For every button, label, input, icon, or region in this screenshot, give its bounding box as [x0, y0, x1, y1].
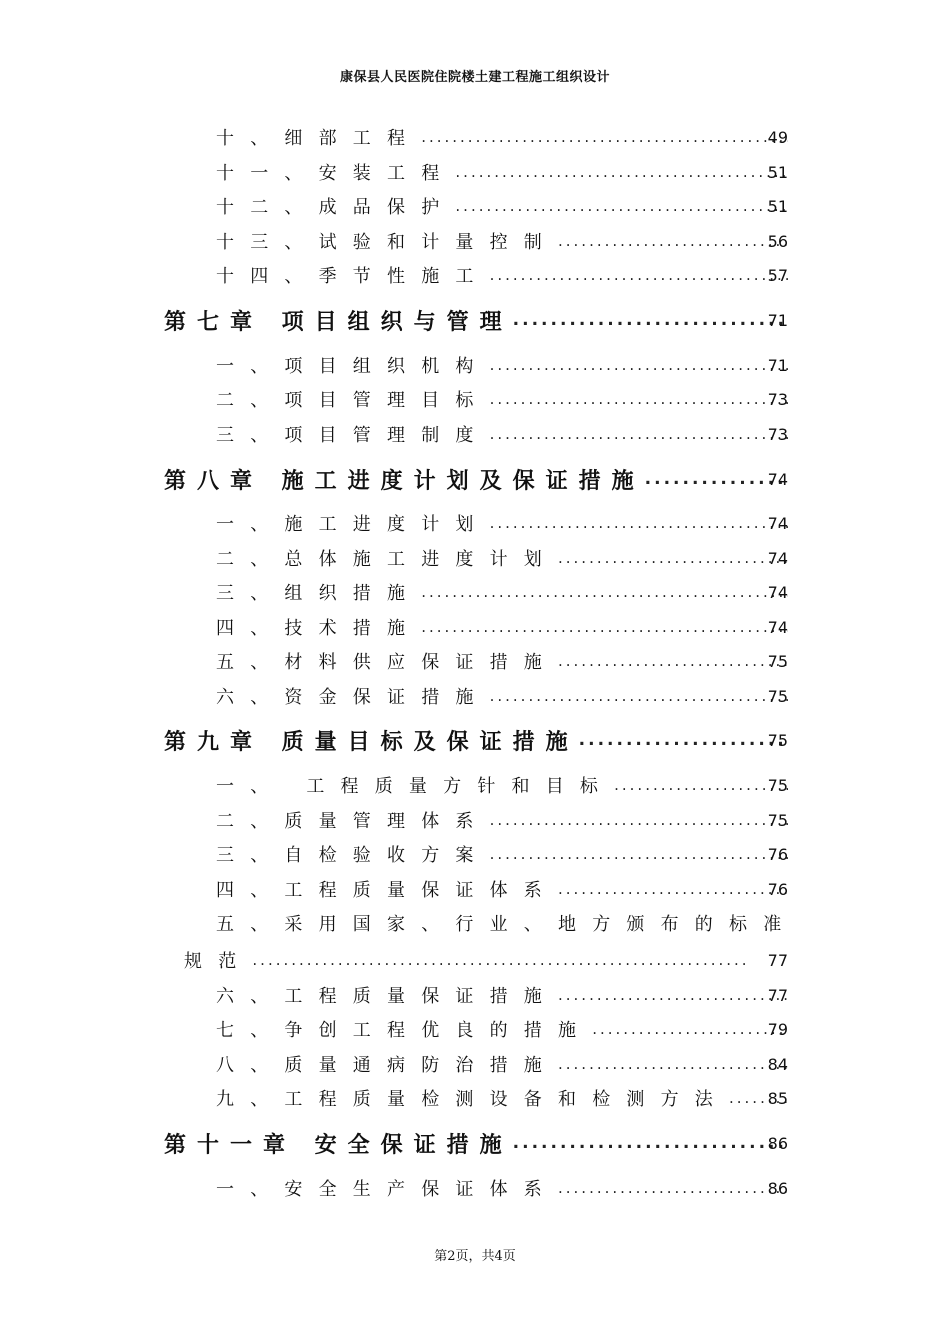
toc-entry[interactable] — [216, 1085, 788, 1111]
toc-entry-title: 三、组织措施 — [216, 583, 422, 604]
toc-chapter[interactable] — [164, 1127, 788, 1159]
toc-entry[interactable] — [216, 1051, 788, 1077]
toc-entry[interactable] — [216, 1016, 788, 1042]
toc-page-number: 74 — [767, 618, 788, 637]
toc-entry[interactable] — [216, 1175, 788, 1201]
toc-entry-title: 规范 — [184, 951, 253, 972]
toc-page-number: 86 — [767, 1134, 788, 1153]
page-footer: 第2页，共4页 — [434, 1249, 516, 1264]
dot-leader — [645, 469, 788, 489]
toc-entry[interactable] — [216, 421, 788, 447]
toc-entry-title: 六、资金保证措施 — [216, 687, 490, 708]
toc-entry-continuation[interactable] — [184, 947, 746, 973]
dot-leader — [558, 652, 788, 670]
toc-page-number: 75 — [767, 652, 788, 671]
toc-page-number: 76 — [767, 880, 788, 899]
toc-entry[interactable] — [216, 772, 788, 798]
toc-entry[interactable] — [216, 614, 788, 640]
dot-leader — [558, 986, 788, 1004]
dot-leader — [558, 549, 788, 567]
dot-leader — [490, 266, 788, 284]
dot-leader — [455, 163, 788, 181]
toc-entry-title: 九、工程质量检测设备和检测方法 — [216, 1089, 729, 1110]
toc-entry-title: 三、项目管理制度 — [216, 425, 490, 446]
toc-page-number: 77 — [767, 986, 788, 1005]
dot-leader — [490, 514, 788, 532]
toc-entry[interactable] — [216, 807, 788, 833]
dot-leader — [579, 730, 788, 750]
dot-leader — [490, 356, 788, 374]
toc-entry-title: 四、技术措施 — [216, 618, 422, 639]
toc-entry[interactable] — [216, 386, 788, 412]
toc-page-number: 75 — [767, 687, 788, 706]
dot-leader — [455, 197, 788, 215]
toc-entry-title: 十、细部工程 — [216, 128, 422, 149]
toc-page-number: 49 — [767, 128, 788, 147]
dot-leader — [558, 1055, 788, 1073]
toc-chapter-title: 第九章 质量目标及保证措施 — [164, 729, 579, 755]
toc-entry-title: 一、施工进度计划 — [216, 514, 490, 535]
dot-leader — [252, 951, 746, 969]
toc-page-number: 51 — [767, 163, 788, 182]
toc-entry-title: 十一、安装工程 — [216, 163, 456, 184]
toc-entry-title: 一、安全生产保证体系 — [216, 1179, 558, 1200]
toc-chapter-title: 第十一章 安全保证措施 — [164, 1132, 513, 1158]
running-header: 康保县人民医院住院楼土建工程施工组织设计 — [339, 70, 610, 85]
dot-leader — [558, 1179, 788, 1197]
toc-entry[interactable] — [216, 193, 788, 219]
toc-page-number: 73 — [767, 425, 788, 444]
toc-page-number: 77 — [767, 951, 788, 970]
toc-page-number: 75 — [767, 811, 788, 830]
toc-page-number: 71 — [767, 311, 788, 330]
dot-leader — [490, 687, 788, 705]
toc-page-number: 74 — [767, 470, 788, 489]
toc-page-number: 56 — [767, 232, 788, 251]
toc-entry[interactable] — [216, 124, 788, 150]
dot-leader — [614, 776, 788, 794]
toc-page-number: 86 — [767, 1179, 788, 1198]
toc-entry-title: 五、采用国家、行业、地方颁布的标准 — [216, 914, 798, 935]
toc-entry-title: 一、项目组织机构 — [216, 356, 490, 377]
toc-page-number: 51 — [767, 197, 788, 216]
toc-entry-title: 二、质量管理体系 — [216, 811, 490, 832]
toc-entry[interactable] — [216, 352, 788, 378]
toc-entry[interactable] — [216, 648, 788, 674]
toc-page-number: 75 — [767, 731, 788, 750]
toc-page-number: 71 — [767, 356, 788, 375]
dot-leader — [421, 618, 788, 636]
toc-entry-title: 十三、试验和计量控制 — [216, 232, 558, 253]
dot-leader — [513, 1133, 788, 1153]
toc-entry[interactable] — [216, 841, 788, 867]
toc-page-number: 75 — [767, 776, 788, 795]
toc-entry-title: 一、 工程质量方针和目标 — [216, 776, 615, 797]
toc-chapter[interactable] — [164, 724, 788, 756]
toc-page-number: 73 — [767, 390, 788, 409]
toc-entry[interactable] — [216, 982, 788, 1008]
dot-leader — [490, 811, 788, 829]
toc-page-number: 74 — [767, 583, 788, 602]
toc-entry[interactable] — [216, 910, 798, 936]
toc-entry[interactable] — [216, 510, 788, 536]
toc-entry[interactable] — [216, 876, 788, 902]
dot-leader — [558, 880, 788, 898]
toc-entry[interactable] — [216, 579, 788, 605]
toc-page-number: 84 — [767, 1055, 788, 1074]
toc-page-number: 57 — [767, 266, 788, 285]
toc-entry-title: 四、工程质量保证体系 — [216, 880, 558, 901]
dot-leader — [558, 232, 788, 250]
toc-page-number: 74 — [767, 514, 788, 533]
toc-page-number: 79 — [767, 1020, 788, 1039]
toc-entry[interactable] — [216, 159, 788, 185]
dot-leader — [490, 390, 788, 408]
toc-chapter[interactable] — [164, 463, 788, 495]
dot-leader — [513, 310, 788, 330]
dot-leader — [421, 583, 788, 601]
toc-page-number: 76 — [767, 845, 788, 864]
dot-leader — [490, 845, 788, 863]
toc-entry-title: 三、自检验收方案 — [216, 845, 490, 866]
dot-leader — [421, 128, 788, 146]
toc-entry-title: 二、总体施工进度计划 — [216, 549, 558, 570]
toc-entry-title: 七、争创工程优良的措施 — [216, 1020, 593, 1041]
toc-page-number: 74 — [767, 549, 788, 568]
toc-entry-title: 二、项目管理目标 — [216, 390, 490, 411]
toc-chapter-title: 第八章 施工进度计划及保证措施 — [164, 468, 645, 494]
toc-entry-title: 五、材料供应保证措施 — [216, 652, 558, 673]
toc-entry[interactable] — [216, 545, 788, 571]
toc-entry[interactable] — [216, 228, 788, 254]
toc-entry-title: 六、工程质量保证措施 — [216, 986, 558, 1007]
toc-chapter[interactable] — [164, 304, 788, 336]
dot-leader — [490, 425, 788, 443]
toc-entry-title: 八、质量通病防治措施 — [216, 1055, 558, 1076]
toc-entry[interactable] — [216, 683, 788, 709]
dot-leader — [592, 1020, 788, 1038]
toc-entry-title: 十四、季节性施工 — [216, 266, 490, 287]
toc-page-number: 85 — [767, 1089, 788, 1108]
toc-entry-title: 十二、成品保护 — [216, 197, 456, 218]
toc-entry[interactable] — [216, 262, 788, 288]
toc-chapter-title: 第七章 项目组织与管理 — [164, 309, 513, 335]
